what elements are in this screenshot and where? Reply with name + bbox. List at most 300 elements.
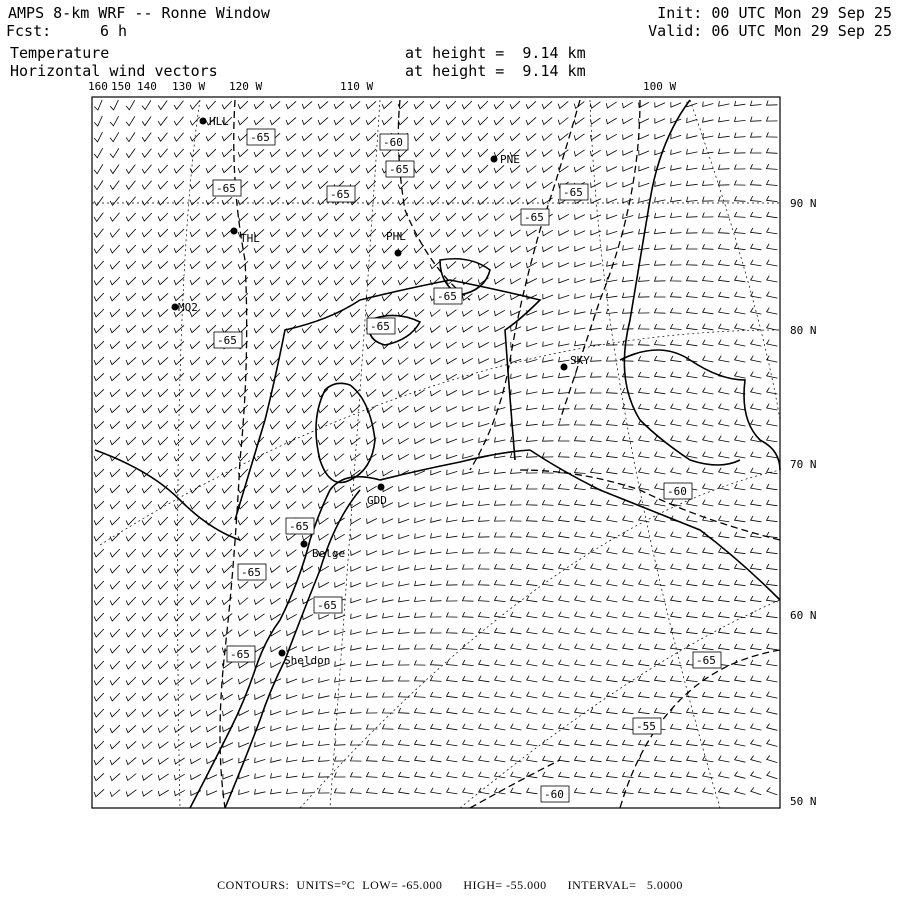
wind-barb	[447, 533, 458, 538]
wind-barb	[238, 437, 248, 445]
wind-barb	[671, 756, 682, 762]
wind-barb	[510, 214, 520, 221]
wind-barb	[142, 277, 152, 285]
wind-barb	[478, 230, 488, 237]
wind-barb	[126, 149, 135, 158]
wind-barb	[494, 165, 504, 172]
wind-barb	[735, 452, 746, 458]
wind-barb	[494, 214, 504, 221]
wind-barb	[142, 245, 152, 253]
wind-barb	[142, 421, 152, 429]
wind-barb	[463, 517, 474, 522]
wind-barb	[559, 516, 570, 522]
wind-barb	[526, 230, 536, 236]
wind-barb	[767, 420, 778, 426]
wind-barb	[335, 756, 346, 761]
wind-barb	[527, 437, 538, 442]
wind-barb	[110, 309, 120, 317]
wind-barb	[591, 214, 601, 219]
wind-barb	[719, 133, 730, 138]
wind-barb	[334, 325, 344, 333]
wind-barb	[446, 261, 456, 268]
wind-barb	[366, 373, 376, 380]
wind-barb	[318, 325, 328, 333]
wind-barb	[110, 148, 119, 157]
wind-barb	[511, 278, 521, 284]
wind-barb	[142, 293, 152, 300]
wind-barb	[415, 756, 426, 762]
wind-barb	[607, 468, 618, 474]
wind-barb	[639, 308, 650, 313]
wind-barb	[687, 260, 698, 265]
wind-barb	[383, 788, 394, 794]
wind-barb	[414, 277, 424, 285]
wind-barb	[767, 308, 778, 314]
wind-barb	[142, 533, 152, 541]
wind-barb	[591, 740, 602, 746]
wind-barb	[158, 437, 168, 445]
wind-barb	[719, 149, 730, 154]
wind-barb	[158, 677, 168, 684]
wind-barb	[719, 788, 730, 795]
wind-barb	[719, 388, 730, 394]
wind-barb	[270, 582, 280, 589]
wind-barb	[526, 182, 536, 189]
wind-barb	[687, 644, 698, 650]
wind-barb	[431, 788, 442, 794]
wind-barb	[238, 581, 248, 588]
wind-barb	[110, 597, 120, 605]
wind-barb	[94, 389, 104, 396]
wind-barb	[735, 756, 746, 763]
wind-barb	[142, 309, 152, 316]
wind-barb	[190, 437, 200, 445]
wind-barb	[479, 692, 490, 698]
wind-barb	[607, 724, 618, 730]
wind-barb	[94, 293, 104, 301]
wind-barb	[414, 358, 424, 365]
wind-barb	[751, 244, 762, 250]
wind-barb	[462, 213, 472, 220]
wind-barb	[222, 549, 232, 557]
wind-barb	[158, 133, 167, 142]
wind-barb	[110, 245, 120, 253]
wind-barb	[383, 629, 394, 634]
wind-barb	[254, 582, 264, 589]
wind-barb	[94, 613, 104, 621]
wind-barb	[559, 452, 570, 457]
wind-barb	[254, 293, 264, 301]
wind-barb	[142, 613, 152, 621]
wind-barb	[446, 165, 456, 173]
wind-barb	[287, 789, 298, 794]
wind-barb	[367, 629, 378, 634]
wind-barb	[607, 404, 618, 409]
wind-barb	[110, 437, 120, 445]
wind-barb	[479, 708, 490, 714]
wind-barb	[158, 373, 168, 380]
wind-barb	[431, 708, 442, 714]
wind-barb	[543, 676, 554, 682]
wind-barb	[190, 405, 200, 413]
wind-barb	[719, 404, 730, 410]
wind-barb	[559, 436, 570, 441]
wind-barb	[222, 485, 232, 493]
wind-barb	[110, 293, 120, 301]
wind-barb	[607, 692, 618, 698]
wind-barb	[575, 214, 585, 219]
wind-barb	[767, 356, 778, 362]
wind-barb	[431, 597, 442, 602]
wind-barb	[591, 788, 602, 794]
wind-barb	[543, 772, 554, 778]
wind-barb	[591, 612, 602, 618]
wind-barb	[286, 501, 296, 508]
wind-barb	[430, 101, 440, 109]
wind-barb	[254, 373, 264, 381]
wind-barb	[735, 196, 746, 201]
wind-barb	[687, 612, 698, 618]
wind-barb	[527, 342, 537, 347]
wind-barb	[495, 469, 506, 474]
wind-barb	[527, 564, 538, 570]
wind-barb	[254, 501, 264, 509]
wind-barb	[527, 596, 538, 602]
wind-barb	[271, 742, 282, 747]
wind-barb	[639, 772, 650, 778]
wind-barb	[382, 197, 392, 205]
wind-barb	[639, 452, 650, 458]
wind-barb	[158, 742, 168, 749]
wind-barb	[271, 789, 282, 794]
wind-barb	[350, 133, 360, 140]
wind-barb	[639, 580, 650, 586]
wind-barb	[558, 101, 568, 108]
wind-barb	[190, 197, 200, 205]
wind-barb	[334, 245, 344, 253]
wind-barb	[286, 101, 296, 108]
wind-barb	[639, 548, 650, 554]
wind-barb	[607, 309, 618, 314]
wind-barb	[190, 533, 200, 541]
wind-barb	[495, 501, 506, 506]
wind-barb	[671, 213, 682, 218]
wind-barb	[751, 180, 762, 185]
lat-label-50: 50 N	[790, 795, 817, 808]
wind-barb	[302, 309, 312, 317]
wind-barb	[158, 693, 168, 700]
wind-barb	[190, 661, 200, 668]
wind-barb	[606, 118, 616, 124]
wind-barb	[671, 692, 682, 698]
wind-barb	[399, 629, 410, 634]
wind-barb	[623, 564, 634, 570]
wind-barb	[607, 628, 618, 634]
wind-barb	[639, 500, 650, 506]
wind-barb	[286, 149, 296, 156]
wind-barb	[735, 276, 746, 282]
wind-barb	[767, 228, 778, 234]
wind-barb	[559, 389, 570, 394]
contour-label: -65	[250, 131, 270, 144]
wind-barb	[286, 277, 296, 285]
wind-barb	[414, 342, 424, 349]
wind-barb	[639, 468, 650, 474]
wind-barb	[174, 517, 184, 525]
wind-barb	[703, 197, 714, 202]
wind-barb	[671, 532, 682, 538]
wind-barb	[414, 101, 424, 109]
wind-barb	[270, 277, 280, 285]
wind-barb	[719, 452, 730, 458]
wind-barb	[255, 742, 265, 747]
wind-barb	[271, 710, 281, 715]
wind-barb	[478, 294, 488, 300]
wind-barb	[334, 421, 344, 428]
lat-label-80: 80 N	[790, 324, 817, 337]
wind-barb	[623, 660, 634, 666]
wind-barb	[415, 692, 426, 697]
wind-barb	[495, 596, 506, 602]
wind-barb	[607, 596, 618, 602]
wind-barb	[607, 166, 617, 171]
wind-barb	[559, 420, 570, 425]
wind-barb	[142, 742, 152, 749]
wind-barb	[158, 726, 168, 733]
wind-barb	[319, 709, 330, 714]
wind-barb	[542, 182, 552, 188]
wind-barb	[607, 612, 618, 618]
wind-barbs	[94, 100, 777, 797]
wind-barb	[158, 405, 168, 413]
wind-barb	[415, 565, 426, 570]
wind-barb	[462, 165, 472, 173]
wind-barb	[94, 437, 104, 444]
wind-barb	[447, 788, 458, 794]
wind-barb	[511, 532, 522, 537]
wind-barb	[639, 134, 649, 139]
wind-barb	[174, 581, 184, 589]
wind-barb	[559, 532, 570, 538]
wind-barb	[302, 213, 312, 221]
wind-barb	[703, 165, 714, 170]
wind-barb	[414, 165, 424, 173]
wind-barb	[318, 421, 328, 429]
wind-barb	[671, 436, 682, 442]
wind-barb	[751, 596, 762, 602]
wind-barb	[751, 548, 762, 554]
wind-barb	[479, 756, 490, 762]
wind-barb	[174, 389, 184, 397]
wind-barb	[206, 197, 216, 204]
wind-barb	[383, 534, 393, 539]
wind-barb	[478, 133, 488, 141]
wind-barb	[462, 181, 472, 189]
wind-barb	[527, 580, 538, 586]
wind-barb	[239, 790, 250, 795]
wind-barb	[94, 277, 104, 285]
wind-barb	[190, 341, 200, 348]
wind-barb	[142, 629, 152, 637]
wind-barb	[751, 660, 762, 666]
wind-barb	[110, 645, 120, 653]
wind-barb	[222, 277, 232, 284]
wind-barb	[591, 516, 602, 522]
wind-barb	[559, 341, 570, 346]
wind-barb	[735, 133, 746, 138]
wind-barb	[623, 182, 633, 187]
wind-barb	[447, 692, 458, 698]
wind-barb	[206, 229, 216, 236]
wind-barb	[238, 453, 248, 461]
wind-barb	[447, 724, 458, 730]
wind-barb	[126, 261, 136, 269]
wind-barb	[303, 709, 314, 714]
wind-barb	[655, 612, 666, 618]
wind-barb	[174, 245, 184, 252]
wind-barb	[367, 708, 378, 713]
wind-barb	[591, 772, 602, 778]
wind-barb	[463, 469, 474, 474]
wind-barb	[110, 277, 120, 285]
wind-barb	[479, 390, 489, 395]
wind-barb	[110, 421, 120, 428]
wind-barb	[335, 582, 345, 587]
wind-barb	[334, 502, 344, 508]
wind-barb	[671, 388, 682, 394]
wind-barb	[719, 468, 730, 474]
wind-barb	[575, 740, 586, 746]
wind-barb	[494, 230, 504, 237]
wind-barb	[462, 245, 472, 252]
wind-barb	[238, 261, 248, 268]
wind-barb	[286, 485, 296, 492]
wind-barb	[239, 774, 249, 779]
valid-time: Valid: 06 UTC Mon 29 Sep 25	[648, 22, 892, 40]
wind-barb	[494, 246, 504, 253]
contour-footer: CONTOURS: UNITS=°C LOW= -65.000 HIGH= -55.000 INTERVAL= 5.0000	[217, 878, 683, 892]
wind-barb	[158, 341, 168, 348]
wind-barb	[639, 340, 650, 345]
wind-barb	[622, 102, 632, 108]
wind-barb	[479, 740, 490, 746]
wind-barb	[270, 261, 280, 269]
wind-barb	[767, 388, 778, 394]
wind-barb	[446, 326, 456, 332]
wind-barb	[607, 436, 618, 442]
wind-barb	[510, 133, 520, 140]
wind-barb	[751, 564, 762, 570]
wind-barb	[287, 725, 298, 730]
wind-barb	[703, 181, 714, 186]
wind-barb	[190, 501, 200, 509]
wind-barb	[302, 325, 312, 333]
wind-barb	[447, 628, 458, 633]
wind-barb	[751, 356, 762, 362]
wind-barb	[543, 756, 554, 762]
wind-barb	[607, 198, 617, 203]
wind-barb	[351, 661, 362, 666]
wind-barb	[142, 790, 152, 796]
station-label-thl: THL	[240, 232, 260, 245]
wind-barb	[238, 678, 248, 684]
wind-barb	[238, 630, 248, 637]
wind-barb	[286, 229, 296, 237]
wind-barb	[126, 581, 136, 589]
contour-label: -65	[230, 648, 250, 661]
wind-barb	[655, 628, 666, 634]
wind-barb	[94, 245, 104, 253]
wind-barb	[671, 260, 682, 265]
wind-barb	[527, 279, 537, 284]
wind-barb	[590, 134, 600, 140]
wind-barb	[639, 372, 650, 378]
wind-barb	[223, 774, 233, 779]
wind-barb	[190, 101, 200, 109]
wind-barb	[479, 772, 490, 778]
wind-barb	[222, 678, 232, 684]
wind-barb	[607, 660, 618, 666]
wind-barb	[190, 613, 200, 621]
wind-barb	[238, 165, 248, 172]
wind-barb	[207, 774, 217, 779]
wind-barb	[367, 693, 378, 698]
wind-barb	[94, 741, 104, 749]
wind-barb	[287, 678, 297, 683]
wind-barb	[94, 533, 104, 541]
wind-barb	[158, 213, 168, 221]
wind-barb	[575, 262, 585, 267]
wind-barb	[719, 308, 730, 314]
wind-barb	[415, 613, 426, 618]
wind-barb	[719, 564, 730, 570]
wind-barb	[447, 438, 457, 443]
wind-barb	[366, 245, 376, 253]
wind-barb	[607, 708, 618, 714]
wind-barb	[479, 485, 490, 490]
wind-barb	[687, 548, 698, 554]
wind-barb	[303, 725, 314, 730]
wind-barb	[334, 101, 344, 108]
wind-barb	[591, 548, 602, 554]
wind-barb	[735, 244, 746, 250]
wind-barb	[126, 645, 136, 653]
wind-barb	[447, 756, 458, 762]
wind-barb	[110, 677, 120, 685]
wind-barb	[510, 230, 520, 236]
wind-barb	[142, 565, 152, 573]
wind-barb	[735, 212, 746, 217]
wind-barb	[206, 293, 216, 300]
wind-barb	[446, 133, 456, 141]
wind-barb	[254, 101, 264, 109]
wind-barb	[655, 548, 666, 554]
wind-barb	[559, 644, 570, 650]
wind-barb	[655, 676, 666, 682]
wind-barb	[270, 566, 280, 573]
wind-barb	[687, 564, 698, 570]
wind-barb	[415, 629, 426, 634]
wind-barb	[751, 516, 762, 522]
station-label-sky: SKY	[570, 354, 590, 367]
wind-barb	[270, 181, 280, 188]
wind-barb	[527, 708, 538, 714]
wind-barb	[463, 485, 474, 490]
wind-barb	[367, 645, 378, 650]
wind-barb	[462, 342, 472, 348]
wind-barb	[479, 548, 490, 553]
wind-barb	[623, 135, 633, 140]
